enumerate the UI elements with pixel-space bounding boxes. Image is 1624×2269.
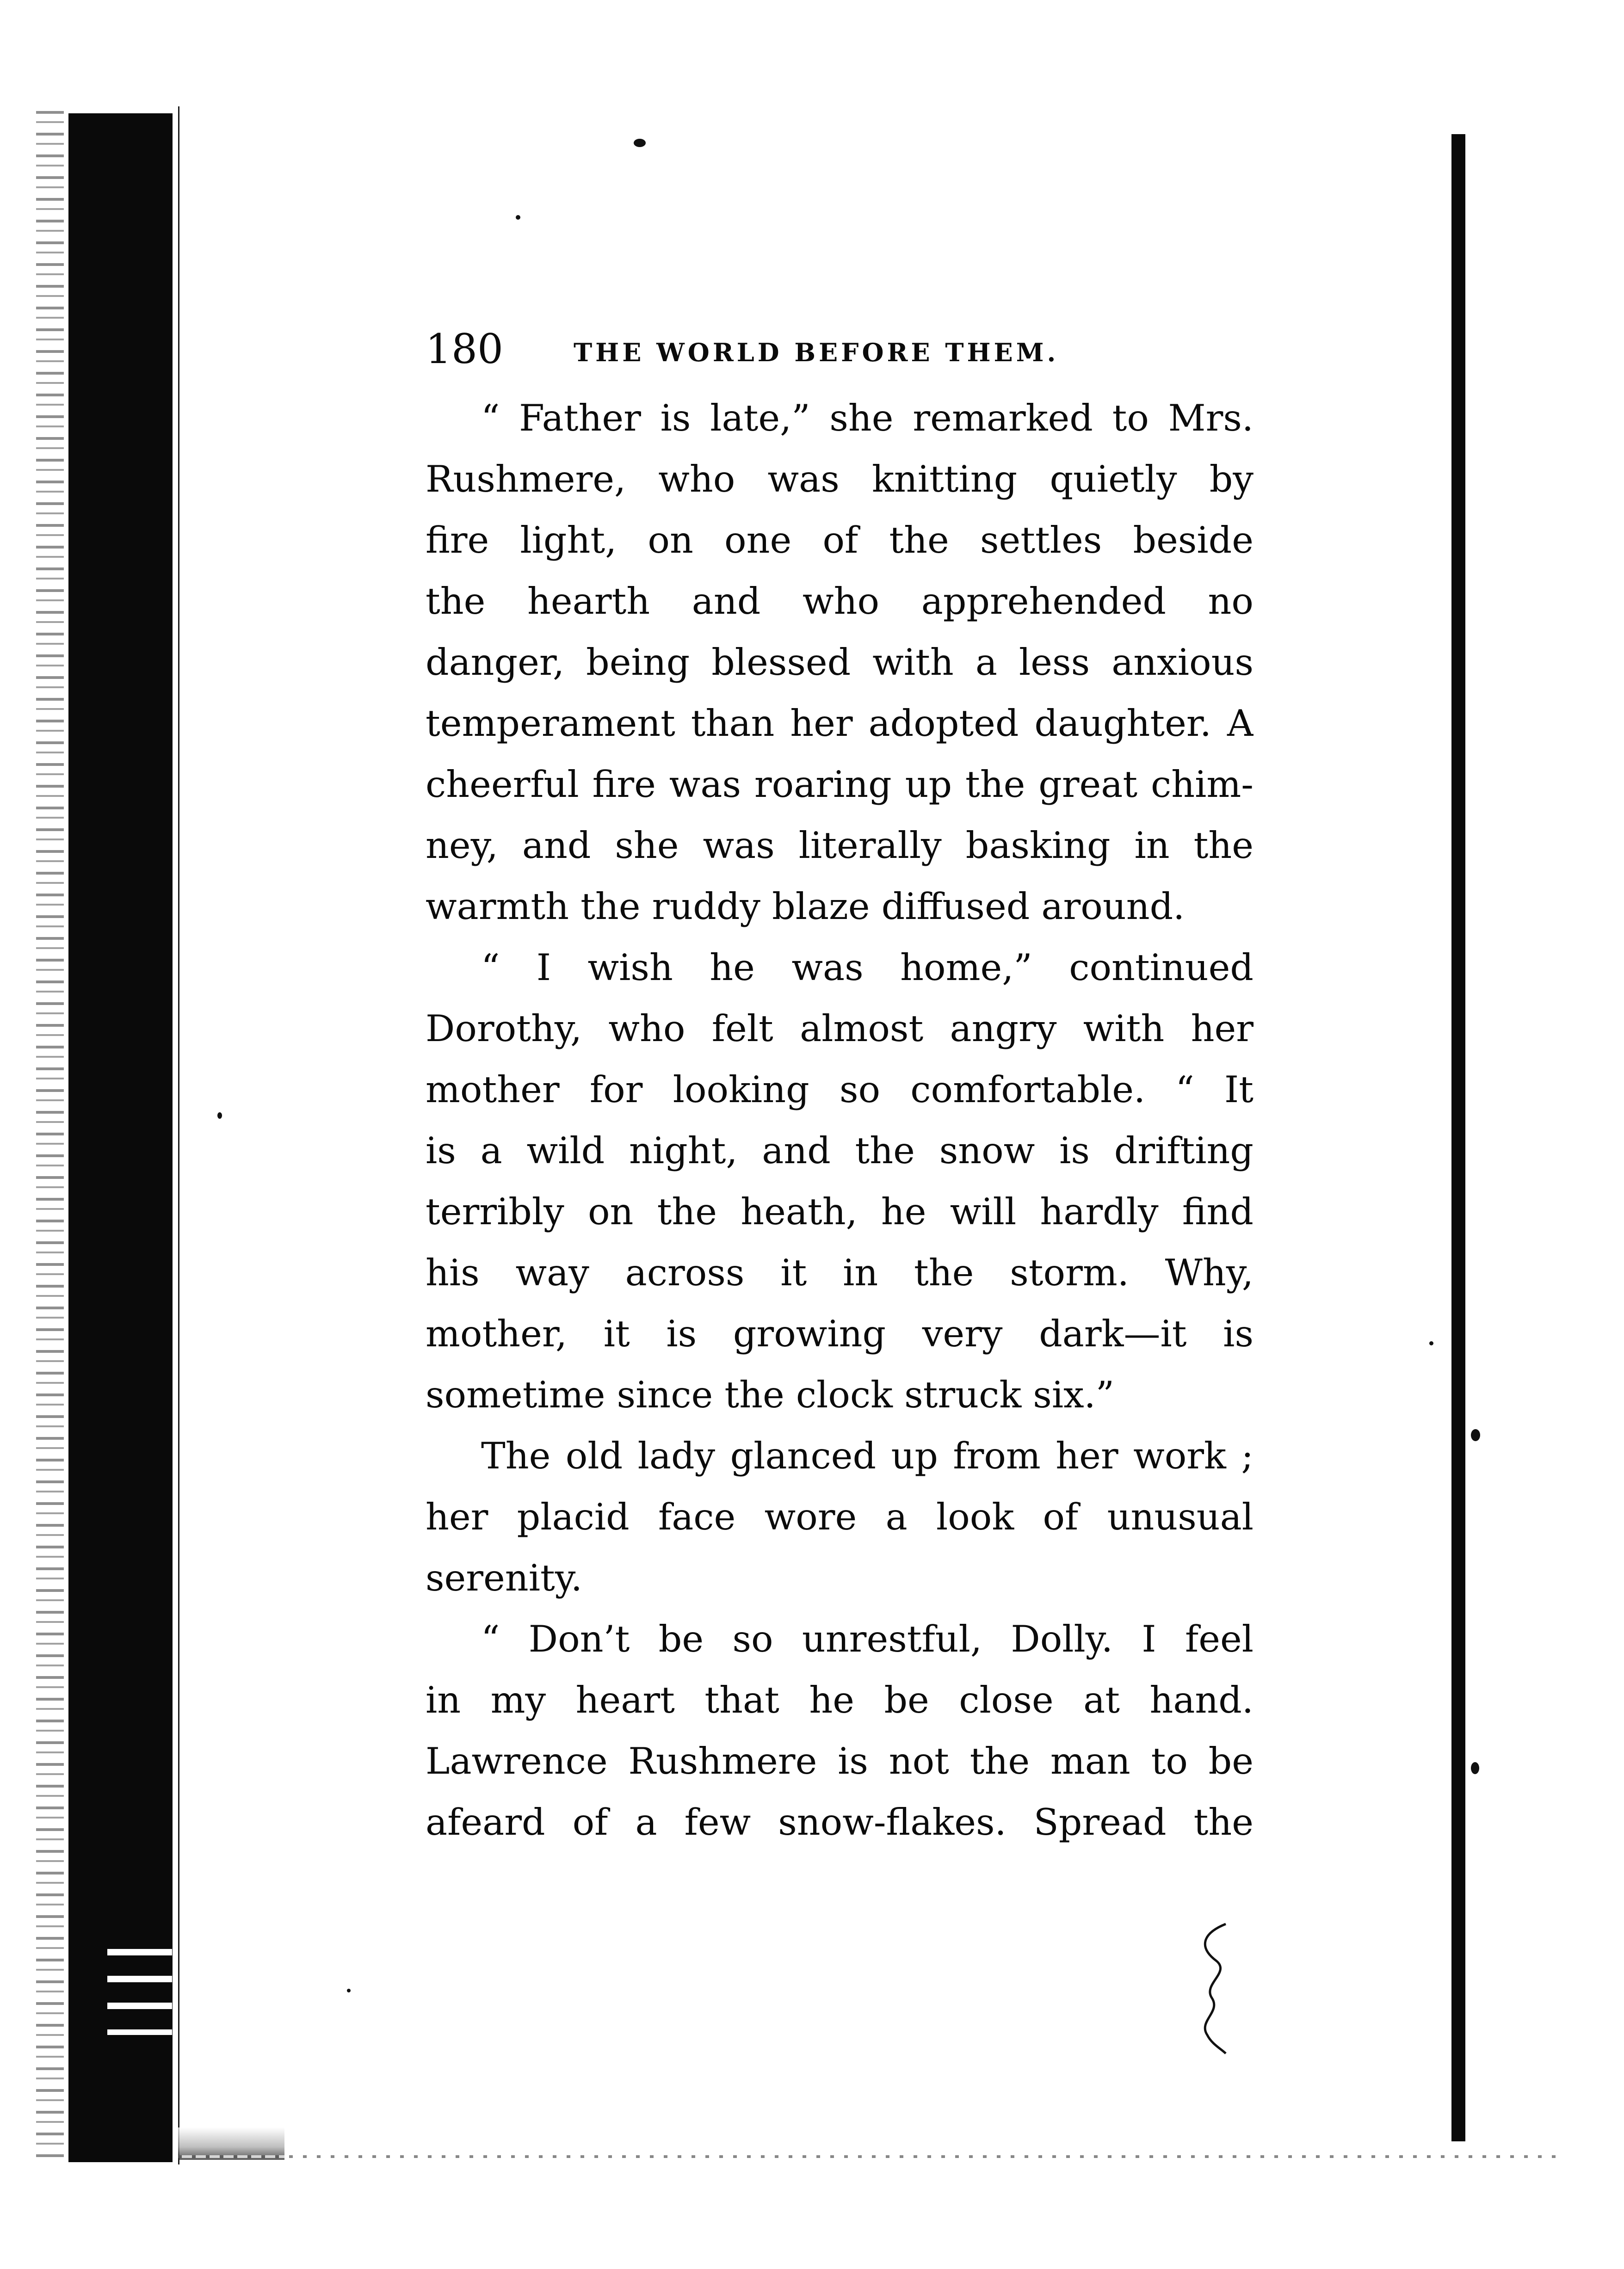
text-line: Dorothy, who felt almost angry with her	[426, 1007, 1254, 1050]
text-line: mother for looking so comfortable. “ It	[426, 1068, 1254, 1111]
text-line: sometime since the clock struck six.”	[426, 1374, 1115, 1416]
book-edge-shadow-right	[1451, 134, 1465, 2141]
text-line: the hearth and who apprehended no	[426, 580, 1254, 623]
text-line: ney, and she was literally basking in the	[426, 824, 1254, 867]
running-title: THE WORLD BEFORE THEM.	[574, 338, 1059, 367]
body-text	[426, 388, 1254, 1853]
ink-speck	[634, 139, 646, 147]
text-line: his way across it in the storm. Why,	[426, 1252, 1254, 1294]
text-line: is a wild night, and the snow is drifting	[426, 1129, 1254, 1172]
book-page	[426, 324, 1254, 1853]
text-line: serenity.	[426, 1557, 582, 1599]
scan-edge-strip	[36, 111, 64, 2164]
page-number: 180	[426, 325, 503, 373]
page-edge-bottom	[178, 2155, 1561, 2158]
ink-speck	[516, 215, 520, 220]
spine-notches	[107, 1929, 172, 2035]
text-line: “ Father is late,” she remarked to Mrs.	[481, 397, 1254, 439]
text-line: “ Don’t be so unrestful, Dolly. I feel	[481, 1618, 1254, 1660]
ink-speck	[1471, 1429, 1480, 1441]
text-line: temperament than her adopted daughter. A	[426, 702, 1254, 745]
text-line: Lawrence Rushmere is not the man to be	[426, 1740, 1254, 1782]
text-line: cheerful fire was roaring up the great chim-	[426, 763, 1254, 806]
running-head	[426, 324, 1254, 379]
text-line: her placid face wore a look of unusual	[426, 1496, 1254, 1538]
text-line: afeard of a few snow-flakes. Spread the	[426, 1801, 1254, 1844]
text-line: The old lady glanced up from her work ;	[481, 1435, 1254, 1477]
page-edge-line-left	[178, 106, 179, 2164]
ink-speck	[217, 1112, 222, 1119]
text-line: in my heart that he be close at hand.	[426, 1679, 1254, 1721]
book-spine-shadow-left	[68, 113, 173, 2162]
text-line: fire light, on one of the settles beside	[426, 519, 1254, 561]
text-line: mother, it is growing very dark—it is	[426, 1313, 1254, 1355]
text-line: “ I wish he was home,” continued	[481, 946, 1254, 989]
pencil-squiggle-mark	[1184, 1919, 1240, 2058]
ink-speck	[1429, 1341, 1433, 1345]
text-line: danger, being blessed with a less anxious	[426, 641, 1254, 684]
text-line: Rushmere, who was knitting quietly by	[426, 458, 1254, 500]
ink-speck	[1471, 1762, 1479, 1774]
text-line: warmth the ruddy blaze diffused around.	[426, 885, 1185, 928]
ink-speck	[347, 1989, 351, 1992]
text-line: terribly on the heath, he will hardly find	[426, 1190, 1254, 1233]
